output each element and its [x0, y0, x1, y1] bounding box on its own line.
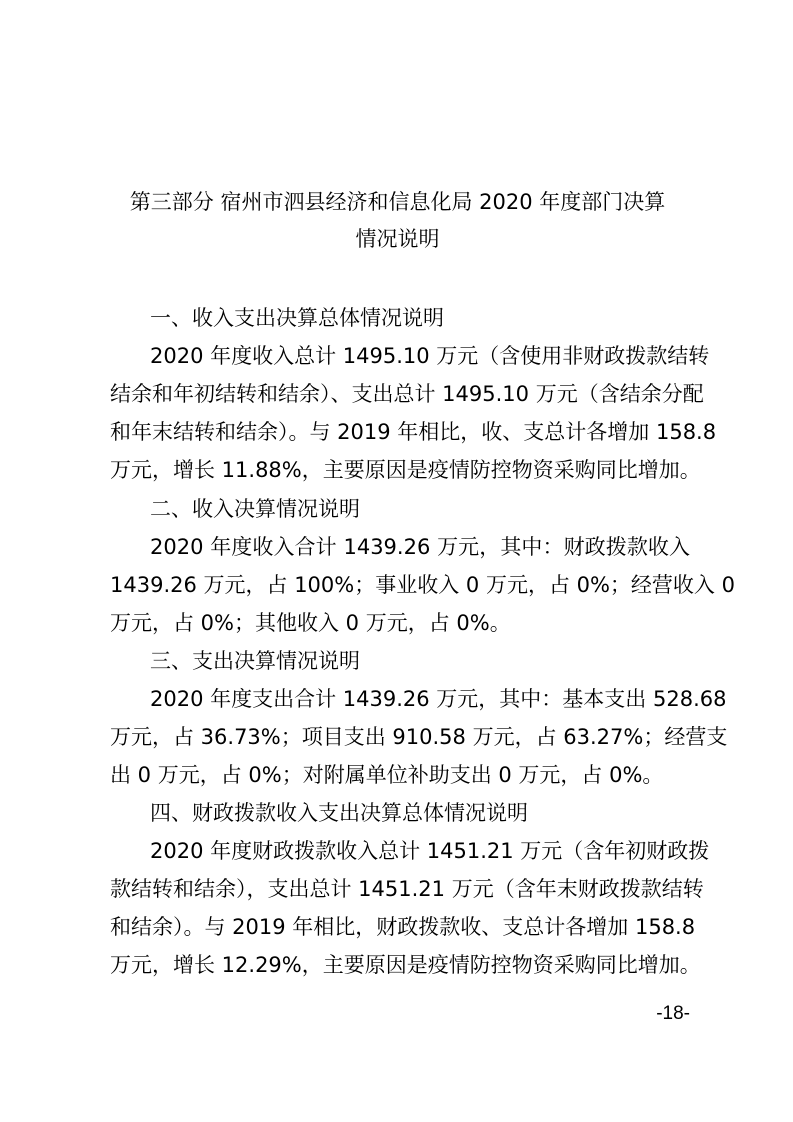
section4-heading: 四、财政拨款收入支出决算总体情况说明 — [150, 801, 528, 825]
document-title-line1: 第三部分 宿州市泗县经济和信息化局 2020 年度部门决算 — [129, 190, 666, 214]
section3-line: 万元，占 36.73%；项目支出 910.58 万元，占 63.27%；经营支 — [110, 725, 728, 749]
section2-line: 2020 年度收入合计 1439.26 万元，其中：财政拨款收入 — [150, 535, 690, 559]
section1-line: 万元，增长 11.88%，主要原因是疫情防控物资采购同比增加。 — [110, 458, 701, 482]
section3-heading: 三、支出决算情况说明 — [150, 649, 360, 673]
section2-line: 1439.26 万元，占 100%；事业收入 0 万元，占 0%；经营收入 0 — [110, 573, 735, 597]
section4-line: 2020 年度财政拨款收入总计 1451.21 万元（含年初财政拨 — [150, 839, 710, 863]
section1-line: 结余和年初结转和结余）、支出总计 1495.10 万元（含结余分配 — [110, 382, 704, 406]
section1-heading: 一、收入支出决算总体情况说明 — [150, 306, 444, 330]
section1-line: 2020 年度收入总计 1495.10 万元（含使用非财政拨款结转 — [150, 344, 710, 368]
section4-line: 万元，增长 12.29%，主要原因是疫情防控物资采购同比增加。 — [110, 953, 701, 977]
section2-heading: 二、收入决算情况说明 — [150, 497, 360, 521]
section3-line: 出 0 万元，占 0%；对附属单位补助支出 0 万元，占 0%。 — [110, 763, 664, 787]
section3-line: 2020 年度支出合计 1439.26 万元，其中：基本支出 528.68 — [150, 687, 727, 711]
section4-line: 和结余）。与 2019 年相比，财政拨款收、支总计各增加 158.8 — [110, 915, 696, 939]
document-title-line2: 情况说明 — [355, 227, 440, 251]
section1-line: 和年末结转和结余）。与 2019 年相比，收、支总计各增加 158.8 — [110, 420, 717, 444]
section4-line: 款结转和结余），支出总计 1451.21 万元（含年末财政拨款结转 — [110, 877, 704, 901]
section2-line: 万元，占 0%；其他收入 0 万元，占 0%。 — [110, 611, 511, 635]
page-number: -18- — [656, 1003, 690, 1024]
